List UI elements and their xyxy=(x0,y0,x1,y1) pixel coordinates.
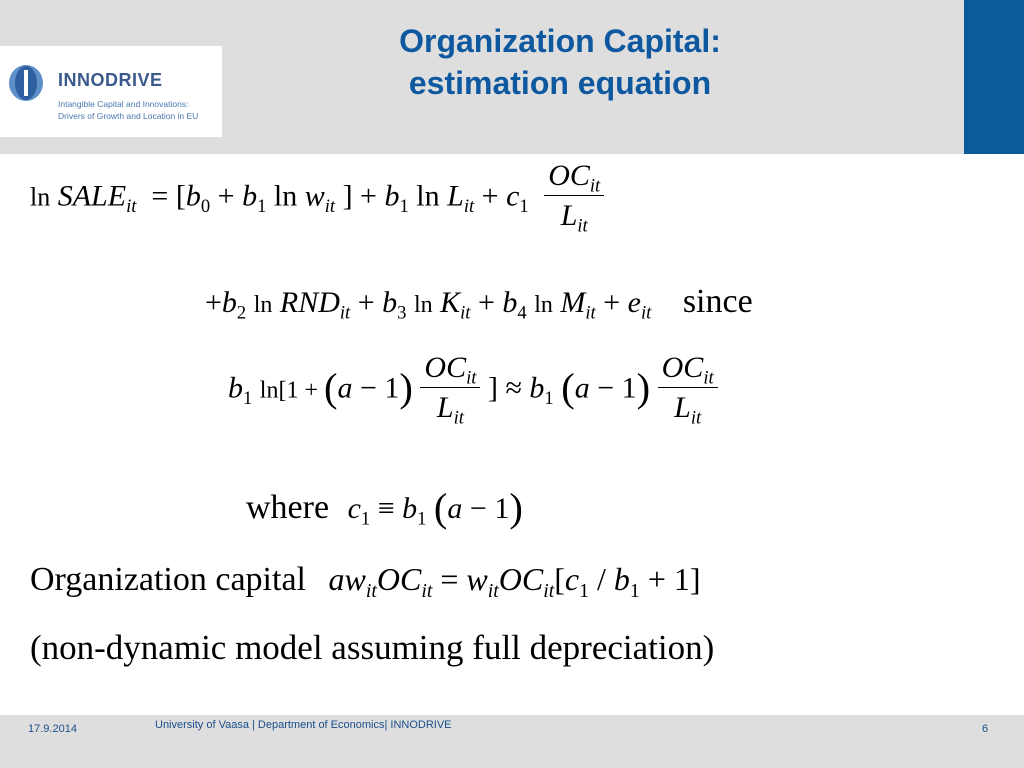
equation-line-2: $+b_2$ $\ln RND_{it} + b_3$ $\ln K_{it} + b_4$ $\ln M_{it} + e_{it}$ since xyxy=(205,283,753,324)
logo-tagline-2: Drivers of Growth and Location in EU xyxy=(58,111,199,121)
title-line-2: estimation equation xyxy=(408,65,712,101)
slide-title xyxy=(300,20,820,104)
model-note: (non-dynamic model assuming full depreciation) xyxy=(30,628,715,667)
fraction-oc-over-l: $\frac{OC_{it}}{L_{it}}$ xyxy=(420,349,480,427)
fraction-oc-over-l: $\frac{OC_{it}}{L_{it}}$ xyxy=(544,157,604,235)
logo-wordmark: INNODRIVE xyxy=(58,70,163,90)
page-number: 6 xyxy=(982,723,989,735)
footer-source: University of Vaasa | Department of Economics| INNODRIVE xyxy=(155,719,452,731)
equation-line-4: where $c_1 \equiv b_1$ (a − 1) xyxy=(246,485,523,530)
where-word: where xyxy=(246,488,330,526)
logo-tagline-1: Intangible Capital and Innovations: xyxy=(58,99,189,109)
org-capital-line: Organization capital $aw_{it}OC_{it} = w_{it}OC_{it}[c_1 / b_1 + 1]$ xyxy=(30,561,701,602)
since-word: since xyxy=(682,283,753,320)
fraction-oc-over-l: $\frac{OC_{it}}{L_{it}}$ xyxy=(658,349,718,427)
equation-line-1: $\ln SALE_{it} = [b_0 + b_1$ $\ln w_{it}$ ] + $b_1$ $\ln L_{it} + c_1$ $\frac{OC_{it}}{L_{it}}$ xyxy=(30,160,604,238)
footer-date: 17.9.2014 xyxy=(28,723,77,735)
header-accent-bar xyxy=(964,0,1024,154)
org-capital-label: Organization capital xyxy=(30,561,306,598)
innodrive-logo-icon xyxy=(8,64,44,102)
footer-band xyxy=(0,715,1024,768)
title-line-1: Organization Capital: xyxy=(399,23,721,59)
equation-line-3: $b_1$ ln[1 + (a − 1) $\frac{OC_{it}}{L_{it}}$ ] ≈ $b_1$ (a − 1) $\frac{OC_{it}}{L_{it}}$ xyxy=(228,352,718,430)
